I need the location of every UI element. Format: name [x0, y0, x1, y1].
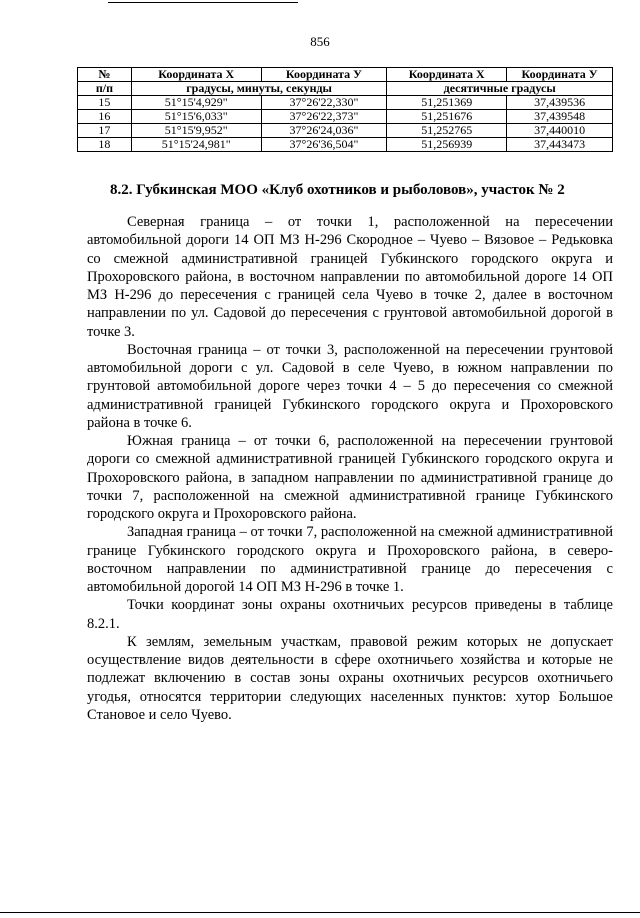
table-cell: 37,440010 [507, 124, 613, 138]
paragraph-north-border: Северная граница – от точки 1, расположенной на пересечении автомобильной дороги 14 ОП МЗ Н-296 Скородное – Чуево – Вязовое – Редьковка со смежной административной границей Губкинского городского округа и Прохоровского района, в восточном направлении по автомобильной дороге 14 ОП МЗ Н-296 до пересечения с границей села Чуево в точке 2, далее в восточном направлении по ул. Садовой до пересечения с грунтовой автомобильной дорогой в точке 3. [87, 214, 613, 340]
table-cell: 18 [78, 138, 132, 152]
table-cell: 17 [78, 124, 132, 138]
table-row [78, 110, 613, 124]
table-cell: 51,251676 [387, 110, 507, 124]
table-cell: 15 [78, 96, 132, 110]
table-cell: 51°15'9,952" [131, 124, 261, 138]
table-row [78, 96, 613, 110]
top-rule [108, 2, 298, 3]
table-cell: 51°15'24,981" [131, 138, 261, 152]
paragraph-table-reference: Точки координат зоны охраны охотничьих ресурсов приведены в таблице 8.2.1. [87, 597, 613, 632]
table-row [78, 124, 613, 138]
table-cell: 51,251369 [387, 96, 507, 110]
col-header-x-dec: Координата X [387, 68, 507, 82]
subheader-decimal: десятичные градусы [387, 82, 613, 96]
table-cell: 51,252765 [387, 124, 507, 138]
table-cell: 37,443473 [507, 138, 613, 152]
bottom-rule [0, 912, 640, 913]
body-text [87, 213, 613, 724]
paragraph-west-border: Западная граница – от точки 7, расположенной на смежной административной границе Губкинского городского округа и Прохоровского района, в северо-восточном направлении по административной границе до пересечения с автомобильной дорогой 14 ОП МЗ Н-296 в точке 1. [87, 524, 613, 595]
table-cell: 51°15'6,033" [131, 110, 261, 124]
col-header-y-dms: Координата У [261, 68, 387, 82]
table-cell: 37,439536 [507, 96, 613, 110]
col-header-number: № [78, 68, 132, 82]
table-cell: 37°26'22,330" [261, 96, 387, 110]
table-cell: 16 [78, 110, 132, 124]
paragraph-south-border: Южная граница – от точки 6, расположенной на пересечении грунтовой дороги со смежной административной границей Губкинского городского округа и Прохоровского района, в западном направлении по административной границе до точки 7, расположенной на смежной административной границе Губкинского городского округа и Прохоровского района. [87, 433, 613, 522]
table-cell: 51°15'4,929" [131, 96, 261, 110]
paragraph-east-border: Восточная граница – от точки 3, расположенной на пересечении грунтовой автомобильной дороги с ул. Садовой в селе Чуево, в южном направлении по грунтовой автомобильной дороге через точки 4 – 5 до пересечения со смежной административной границей Губкинского городского округа и Прохоровского района в точке 6. [87, 341, 613, 431]
subheader-pp: п/п [78, 82, 132, 96]
table-row [78, 138, 613, 152]
table-cell: 51,256939 [387, 138, 507, 152]
paragraph-settlements: К землям, земельным участкам, правовой режим которых не допускает осуществление видов деятельности в сфере охотничьего хозяйства и которые не подлежат включению в состав зоны охраны охотничьих ресурсов охотничьего угодья, относятся территории следующих населенных пунктов: хутор Большое Становое и село Чуево. [87, 633, 613, 723]
section-heading: 8.2. Губкинская МОО «Клуб охотников и рыболовов», участок № 2 [110, 182, 565, 198]
table-cell: 37°26'36,504" [261, 138, 387, 152]
table-header-row [78, 68, 613, 82]
coordinates-table [77, 67, 613, 152]
table-cell: 37°26'24,036" [261, 124, 387, 138]
col-header-y-dec: Координата У [507, 68, 613, 82]
table-cell: 37°26'22,373" [261, 110, 387, 124]
table-cell: 37,439548 [507, 110, 613, 124]
page-number: 856 [310, 34, 330, 49]
col-header-x-dms: Координата X [131, 68, 261, 82]
table-subheader-row [78, 82, 613, 96]
subheader-dms: градусы, минуты, секунды [131, 82, 387, 96]
